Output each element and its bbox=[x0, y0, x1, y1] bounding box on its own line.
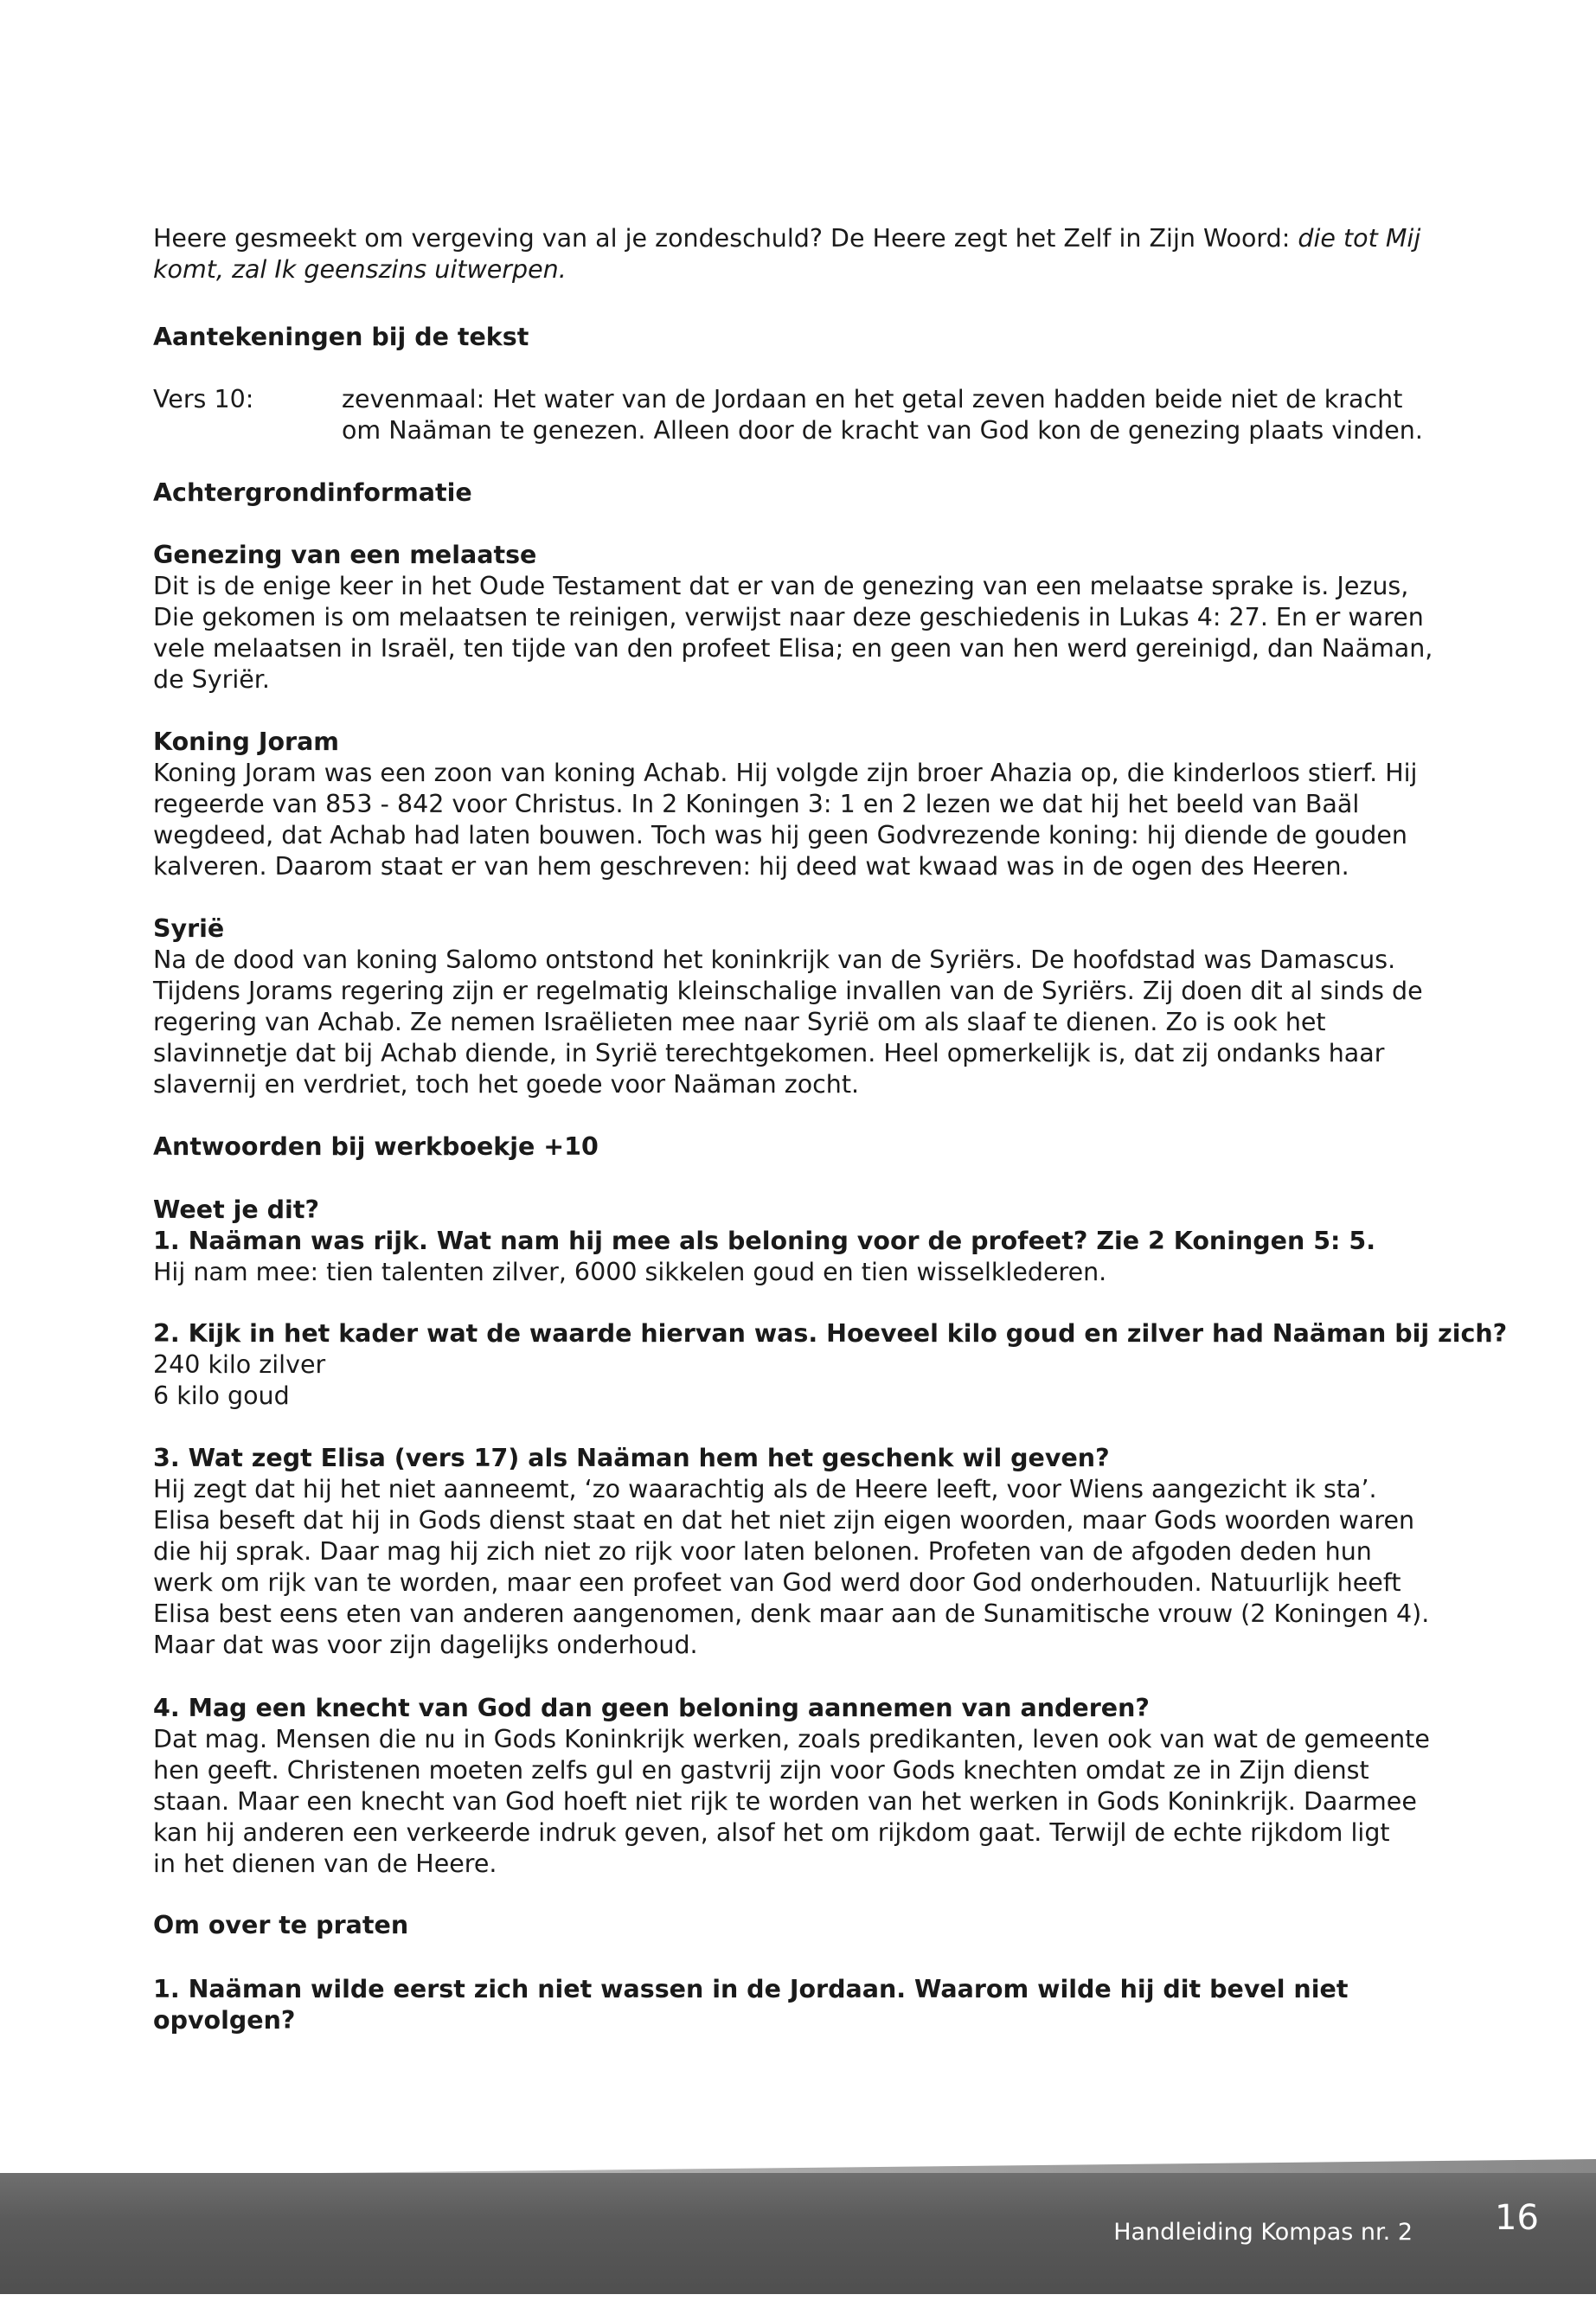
section-line: wegdeed, dat Achab had laten bouwen. Toch was hij geen Godvrezende koning: hij diende de gouden bbox=[153, 821, 1407, 849]
answer-line: kan hij anderen een verkeerde indruk geven, alsof het om rijkdom gaat. Terwijl de echte rijkdom ligt bbox=[153, 1818, 1390, 1847]
notes-heading: Aantekeningen bij de tekst bbox=[153, 323, 529, 351]
section-line: Dit is de enige keer in het Oude Testament dat er van de genezing van een melaatse sprake is. Jezus, bbox=[153, 572, 1409, 600]
verse-label: Vers 10: bbox=[153, 385, 254, 413]
section-title: Koning Joram bbox=[153, 727, 340, 756]
question-2 bbox=[153, 1318, 1508, 1412]
verse-note-line: zevenmaal: Het water van de Jordaan en het getal zeven hadden beide niet de kracht bbox=[342, 385, 1403, 413]
section-line: slavernij en verdriet, toch het goede voor Naäman zocht. bbox=[153, 1070, 860, 1099]
answer-line: Elisa beseft dat hij in Gods dienst staat en dat het niet zijn eigen woorden, maar Gods woorden waren bbox=[153, 1506, 1415, 1535]
discussion-heading: Om over te praten bbox=[153, 1911, 409, 1939]
discussion-question: 1. Naäman wilde eerst zich niet wassen in de Jordaan. Waarom wilde hij dit bevel niet opvolgen? bbox=[153, 1975, 1349, 2035]
section-title: Syrië bbox=[153, 914, 225, 943]
section-line: slavinnetje dat bij Achab diende, in Syrië terechtgekomen. Heel opmerkelijk is, dat zij ondanks haar bbox=[153, 1039, 1385, 1067]
intro-quote-1: die tot Mij bbox=[1298, 224, 1421, 253]
page-number: 16 bbox=[1495, 2198, 1539, 2238]
verse-note bbox=[342, 384, 1466, 446]
answer-line: 6 kilo goud bbox=[153, 1381, 290, 1410]
answers-subheading: Weet je dit? bbox=[153, 1195, 319, 1224]
answer-line: Dat mag. Mensen die nu in Gods Koninkrijk werken, zoals predikanten, leven ook van wat de gemeente bbox=[153, 1725, 1430, 1753]
question-text: 4. Mag een knecht van God dan geen beloning aannemen van anderen? bbox=[153, 1694, 1150, 1722]
section-line: regering van Achab. Ze nemen Israëlieten mee naar Syrië om als slaaf te dienen. Zo is ook het bbox=[153, 1008, 1326, 1036]
section-line: vele melaatsen in Israël, ten tijde van den profeet Elisa; en geen van hen werd gereinigd, dan Naäman, bbox=[153, 634, 1433, 663]
answer-line: staan. Maar een knecht van God hoeft niet rijk te worden van het werken in Gods Koninkrijk. Daarmee bbox=[153, 1787, 1417, 1816]
question-4 bbox=[153, 1693, 1451, 1880]
answer-line: Elisa best eens eten van anderen aangenomen, denk maar aan de Sunamitische vrouw (2 Koningen 4). bbox=[153, 1599, 1430, 1628]
section-line: Tijdens Jorams regering zijn er regelmatig kleinschalige invallen van de Syriërs. Zij doen dit al sinds de bbox=[153, 977, 1423, 1005]
question-1 bbox=[153, 1195, 1451, 1288]
intro-text: Heere gesmeekt om vergeving van al je zondeschuld? De Heere zegt het Zelf in Zijn Woord: bbox=[153, 224, 1298, 253]
answer-line: Hij nam mee: tien talenten zilver, 6000 sikkelen goud en tien wisselklederen. bbox=[153, 1258, 1107, 1286]
answer-line: die hij sprak. Daar mag hij zich niet zo rijk voor laten belonen. Profeten van de afgoden deden hun bbox=[153, 1537, 1372, 1566]
answer-line: hen geeft. Christenen moeten zelfs gul en gastvrij zijn voor Gods knechten omdat ze in Zijn dienst bbox=[153, 1756, 1369, 1785]
question-3 bbox=[153, 1443, 1451, 1661]
answers-heading: Antwoorden bij werkboekje +10 bbox=[153, 1132, 599, 1161]
section-syria bbox=[153, 913, 1451, 1100]
verse-note-line: om Naäman te genezen. Alleen door de kracht van God kon de genezing plaats vinden. bbox=[342, 416, 1423, 445]
answer-line: Hij zegt dat hij het niet aanneemt, ‘zo waarachtig als de Heere leeft, voor Wiens aangezicht ik sta’. bbox=[153, 1475, 1377, 1503]
section-joram bbox=[153, 727, 1451, 882]
intro-paragraph bbox=[153, 223, 1451, 285]
section-line: Na de dood van koning Salomo ontstond het koninkrijk van de Syriërs. De hoofdstad was Damascus. bbox=[153, 945, 1396, 974]
background-heading: Achtergrondinformatie bbox=[153, 478, 472, 507]
answer-line: in het dienen van de Heere. bbox=[153, 1849, 497, 1878]
section-line: kalveren. Daarom staat er van hem geschreven: hij deed wat kwaad was in de ogen des Heeren. bbox=[153, 852, 1349, 881]
question-text: 2. Kijk in het kader wat de waarde hiervan was. Hoeveel kilo goud en zilver had Naäman bij zich? bbox=[153, 1319, 1508, 1348]
answer-line: werk om rijk van te worden, maar een profeet van God werd door God onderhouden. Natuurlijk heeft bbox=[153, 1568, 1401, 1597]
section-line: Koning Joram was een zoon van koning Achab. Hij volgde zijn broer Ahazia op, die kinderloos stierf. Hij bbox=[153, 759, 1418, 787]
section-line: Die gekomen is om melaatsen te reinigen, verwijst naar deze geschiedenis in Lukas 4: 27. En er waren bbox=[153, 603, 1424, 631]
section-line: regeerde van 853 - 842 voor Christus. In 2 Koningen 3: 1 en 2 lezen we dat hij het beeld van Baäl bbox=[153, 790, 1360, 818]
section-title: Genezing van een melaatse bbox=[153, 541, 537, 569]
answer-line: 240 kilo zilver bbox=[153, 1350, 326, 1379]
question-text: 1. Naäman was rijk. Wat nam hij mee als beloning voor de profeet? Zie 2 Koningen 5: 5. bbox=[153, 1227, 1376, 1255]
section-leprosy bbox=[153, 540, 1451, 695]
section-line: de Syriër. bbox=[153, 665, 270, 694]
question-text: 3. Wat zegt Elisa (vers 17) als Naäman hem het geschenk wil geven? bbox=[153, 1444, 1110, 1472]
footer-title: Handleiding Kompas nr. 2 bbox=[1113, 2219, 1413, 2246]
answer-line: Maar dat was voor zijn dagelijks onderhoud. bbox=[153, 1631, 698, 1659]
intro-quote-2: komt, zal Ik geenszins uitwerpen. bbox=[153, 255, 567, 284]
